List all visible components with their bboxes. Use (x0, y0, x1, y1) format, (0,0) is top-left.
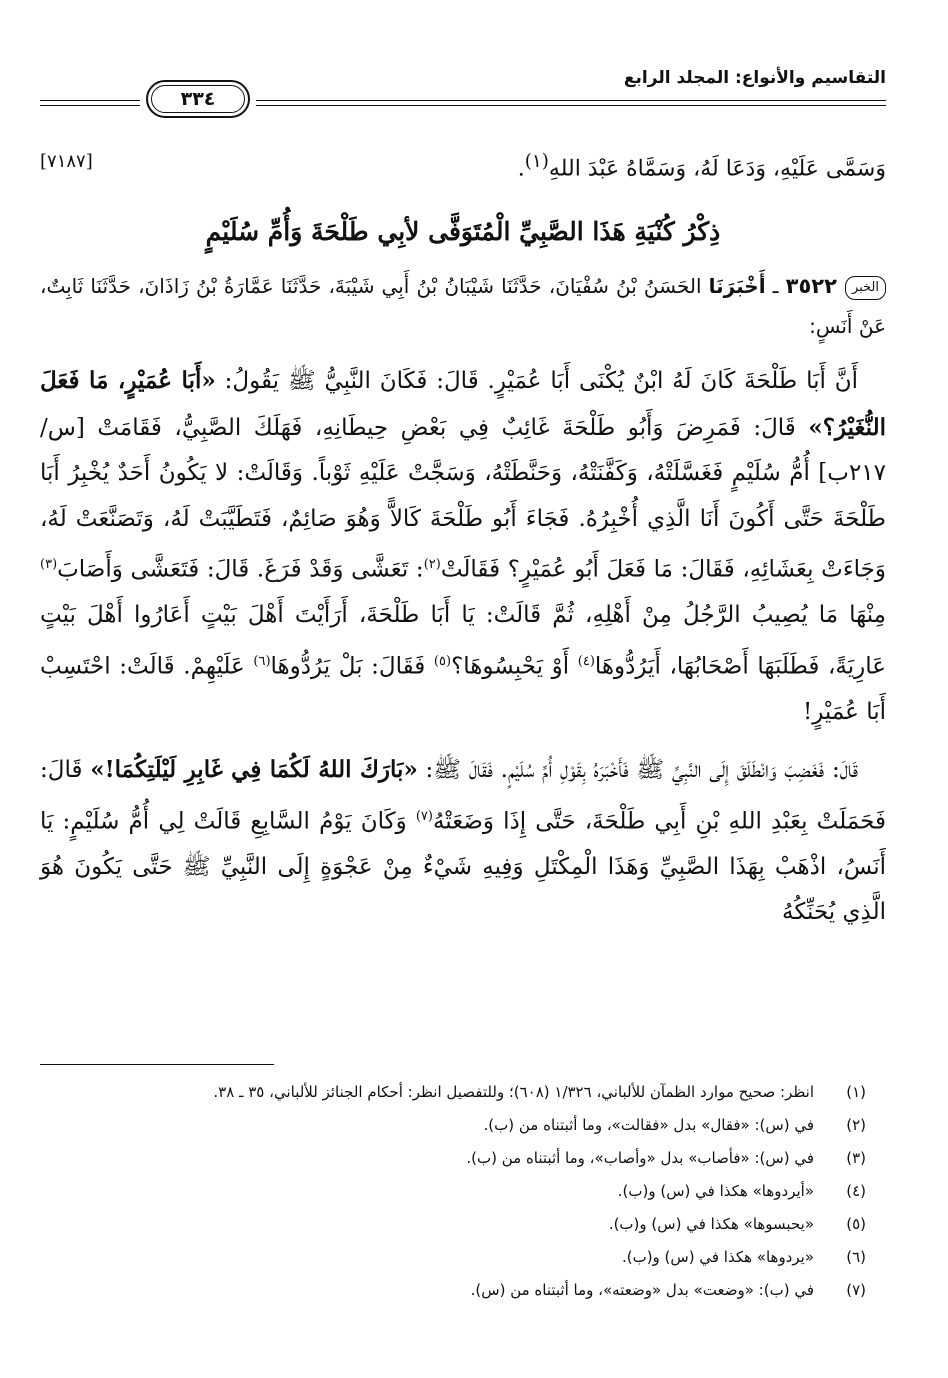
footnote (40, 1276, 866, 1304)
footnote-marker: (٢) (423, 557, 441, 572)
dash: ـ (765, 274, 786, 298)
footnote-text: «أيردوها» هكذا في (س) و(ب). (617, 1182, 814, 1200)
running-title: التقاسيم والأنواع: المجلد الرابع (623, 68, 886, 88)
footnote (40, 1177, 866, 1205)
matn-text: عَلَيْهِمْ. قَالَتْ: احْتَسِبْ أَبَا عُمَيْرٍ! (40, 653, 886, 725)
footnote-number: (٤) (846, 1182, 866, 1200)
footnote-number: (٣) (846, 1149, 866, 1167)
previous-hadith-text: وَسَمَّى عَلَيْهِ، وَدَعَا لَهُ، وَسَمَّاهُ عَبْدَ اللهِ (548, 156, 886, 182)
page-number: ٣٣٤ (151, 85, 245, 113)
isnad-text: الحَسَنُ بْنُ سُفْيَانَ، حَدَّثَنَا شَيْبَانُ بْنُ أَبِي شَيْبَةَ، حَدَّثَنَا عَمَّارَةُ بْنُ زَاذَانَ، حَدَّثَنَا ثَابِتٌ، عَنْ أَنَسٍ: (40, 274, 886, 338)
matn-text: أَنَّ أَبَا طَلْحَةَ كَانَ لَهُ ابْنٌ يُكْنَى أَبَا عُمَيْرٍ. قَالَ: فَكَانَ النَّبِيُّ ﷺ يَقُولُ: (215, 368, 859, 394)
footnote-marker: (٧) (415, 808, 433, 824)
matn-text: : تَعَشَّى وَقَدْ فَرَغَ. قَالَ: فَتَعَشَّى وَأَصَابَ (57, 556, 424, 583)
chapter-title: ذِكْرُ كُنْيَةِ هَذَا الصَّبِيِّ الْمُتَوَفَّى لأبِي طَلْحَةَ وَأُمِّ سُلَيْمٍ (205, 217, 721, 246)
hadith-matn-paragraph-2 (40, 747, 886, 936)
footnotes (40, 1078, 866, 1309)
hadith-number: ٣٥٢٢ (785, 274, 837, 298)
footnote-number: (٧) (846, 1281, 866, 1299)
footnote-text: «يردوها» هكذا في (س) و(ب). (621, 1248, 814, 1266)
footnote-marker: (١) (524, 151, 549, 172)
footnote-text: في (ب): «وضعت» بدل «وضعته»، وما أثبتناه من (س). (470, 1281, 814, 1299)
matn-text: قَالَ: فَغَضِبَ وَانْطَلَقَ إِلَى النَّبِيِّ ﷺ فَأَخْبَرَهُ بِقَوْلِ أُمِّ سُلَيْمٍ. فَقَالَ ﷺ: (417, 757, 859, 784)
footnote (40, 1144, 866, 1172)
footnote-marker: (٤) (577, 653, 595, 669)
matn-text: وَكَانَ يَوْمُ السَّابِعِ قَالَتْ لِي أُمُّ سُلَيْمٍ: يَا أَنَسُ، اذْهَبْ بِهَذَا الصَّبِيِّ وَهَذَا الْمِكْتَلِ وَفِيهِ شَيْءٌ مِنْ عَجْوَةٍ إِلَى النَّبِيِّ ﷺ حَتَّى يَكُونَ هُوَ الَّذِي يُحَنِّكُهُ (40, 808, 886, 926)
footnote (40, 1210, 866, 1238)
footnote (40, 1243, 866, 1271)
footnote-number: (٥) (846, 1215, 866, 1233)
footnote (40, 1078, 866, 1106)
previous-hadith-end (40, 140, 886, 184)
akhbarana: أَخْبَرَنَا (708, 274, 766, 298)
page-body (40, 140, 886, 936)
hadith-isnad (40, 266, 886, 346)
prophet-quote: «بَارَكَ اللهُ لَكُمَا فِي غَابِرِ لَيْلَتِكُمَا!» (90, 756, 418, 784)
matn-text: مِنْهَا مَا يُصِيبُ الرَّجُلُ مِنْ أَهْلِهِ، ثُمَّ قَالَتْ: يَا أَبَا طَلْحَةَ، أَرَأَيْتَ أَهْلَ بَيْتٍ أَعَارُوا أَهْلَ بَيْتٍ عَارِيَةً، فَطَلَبَهَا أَصْحَابُهَا، أَيَرُدُّوهَا (40, 602, 886, 680)
matn-text: أَوْ يَحْبِسُوهَا؟ (451, 653, 578, 680)
footnote-number: (١) (846, 1083, 866, 1101)
footnote-text: في (س): «فقال» بدل «فقالت»، وما أثبتناه من (ب). (483, 1116, 814, 1134)
sentence-end: . (517, 156, 525, 182)
running-header (40, 60, 886, 120)
prophet-quote: «أَبَا عُمَيْرٍ، مَا فَعَلَ النُّغَيْرُ؟» (40, 367, 886, 441)
page-number-badge (140, 80, 256, 120)
matn-text: فَقَالَ: بَلْ يَرُدُّوهَا (270, 653, 434, 680)
matn-text: قَالَ: فَمَرِضَ وَأَبُو طَلْحَةَ غَائِبٌ فِي بَعْضِ حِيطَانِهِ، فَهَلَكَ الصَّبِيُّ، فَقَامَتْ [س/٢١٧ب] أُمُّ سُلَيْمٍ فَغَسَّلَتْهُ، وَكَفَّنَتْهُ، وَحَنَّطَتْهُ، وَسَجَّتْ عَلَيْهِ ثَوْباً. وَقَالَتْ: لا يَكُونُ أَحَدٌ يُخْبِرُ أَبَا طَلْحَةَ حَتَّى أَكُونَ أَنَا الَّذِي أُخْبِرُهُ. فَجَاءَ أَبُو طَلْحَةَ كَالاًّ وَهُوَ صَائِمٌ، فَتَطَيَّبَتْ لَهُ، وَتَصَنَّعَتْ لَهُ، وَجَاءَتْ بِعَشَائِهِ، فَقَالَ: مَا فَعَلَ أَبُو عُمَيْرٍ؟ فَقَالَتْ (40, 414, 886, 583)
footnote-marker: (٦) (253, 653, 271, 669)
footnote-separator (40, 1064, 274, 1065)
footnote-marker: (٣) (40, 557, 58, 572)
footnote-marker: (٥) (433, 653, 452, 669)
footnote (40, 1111, 866, 1139)
grade-stamp: الخبر (845, 276, 886, 300)
footnote-number: (٢) (846, 1116, 866, 1134)
footnote-number: (٦) (846, 1248, 866, 1266)
footnote-text: «يحبسوها» هكذا في (س) و(ب). (608, 1215, 814, 1233)
hadith-reference-number: [٧١٨٧] (40, 151, 93, 172)
hadith-matn-paragraph-1 (40, 358, 886, 735)
matn-text: قَالَ: فَحَمَلَتْ بِعَبْدِ اللهِ بْنِ أَبِي طَلْحَةَ، حَتَّى إِذَا وَضَعَتْهُ (40, 757, 886, 835)
footnote-text: في (س): «فأصاب» بدل «وأصاب»، وما أثبتناه من (ب). (466, 1149, 814, 1167)
footnote-text: انظر: صحيح موارد الظمآن للألباني، ١/٣٢٦ (٦٠٨)؛ وللتفصيل انظر: أحكام الجنائز للألباني، ٣٥ ـ ٣٨. (213, 1083, 814, 1101)
